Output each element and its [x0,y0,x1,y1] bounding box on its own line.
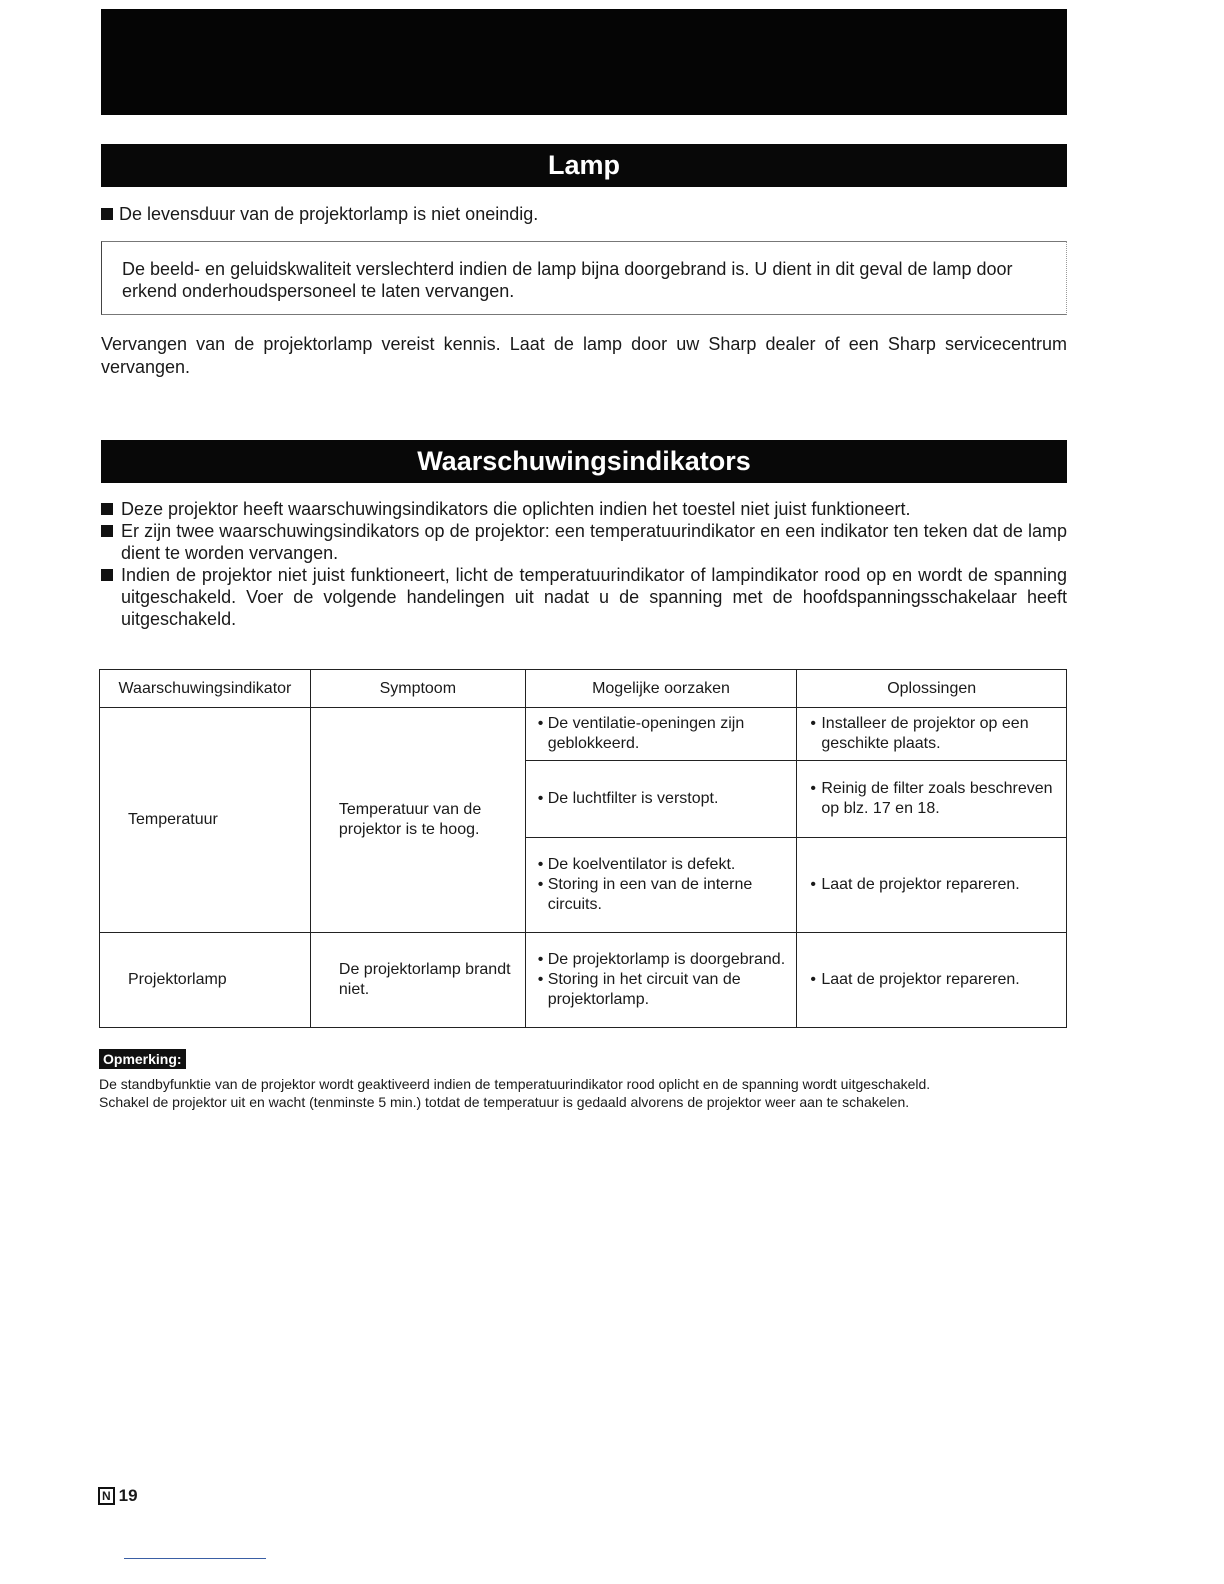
solution-cell [797,838,1067,933]
header-solutions: Oplossingen [797,670,1067,708]
cause-item: • De koelventilator is defekt. [548,855,789,875]
cause-item: • Storing in het circuit van de projektorlamp. [548,970,789,1010]
note-line: Schakel de projektor uit en wacht (tenminste 5 min.) totdat de temperatuur is gedaald alvorens de projektor weer aan te schakelen. [99,1094,910,1110]
note-line: De standbyfunktie van de projektor wordt geaktiveerd indien de temperatuurindikator rood oplicht en de spanning wordt uitgeschakeld. [99,1076,931,1092]
bullet-text: Er zijn twee waarschuwingsindikators op de projektor: een temperatuurindikator en een indikator ten teken dat de lamp dient te worden vervangen. [121,521,1067,563]
lamp-notice-text: De beeld- en geluidskwaliteit verslechterd indien de lamp bijna doorgebrand is. U dient in dit geval de lamp door erkend onderhoudspersoneel te laten vervangen. [122,259,1013,301]
lamp-bullet [101,203,538,226]
lamp-bullet-text: De levensduur van de projektorlamp is niet oneindig. [119,204,539,224]
solution-item: • Reinig de filter zoals beschreven op blz. 17 en 18. [821,779,1058,819]
cause-cell [525,708,797,761]
warnings-bullet-3 [101,564,1067,630]
indicator-temperature: Temperatuur [100,708,311,933]
language-mark: N [98,1487,115,1505]
indicator-lamp: Projektorlamp [100,933,311,1028]
header-causes: Mogelijke oorzaken [525,670,797,708]
square-bullet-icon [101,569,113,581]
solution-item: • Installeer de projektor op een geschikte plaats. [821,714,1058,754]
note-text [99,1075,1067,1111]
cause-item: • De projektorlamp is doorgebrand. [548,950,789,970]
table-row [100,708,1067,761]
table-row [100,933,1067,1028]
header-indicator: Waarschuwingsindikator [100,670,311,708]
bullet-text: Deze projektor heeft waarschuwingsindikators die oplichten indien het toestel niet juist funktioneert. [121,499,911,519]
cause-item: • De ventilatie-openingen zijn geblokkeerd. [548,714,789,754]
lamp-notice-box [101,241,1067,315]
symptom-lamp: De projektorlamp brandt niet. [310,933,525,1028]
page-footer [98,1486,138,1506]
warnings-bullet-list [101,498,1067,630]
square-bullet-icon [101,208,113,220]
lamp-section-header [101,144,1067,187]
cause-cell [525,933,797,1028]
warnings-bullet-2 [101,520,1067,564]
warnings-section-header [101,440,1067,483]
bullet-text: Indien de projektor niet juist funktioneert, licht de temperatuurindikator of lampindikator rood op en wordt de spanning uitgeschakeld. Voer de volgende handelingen uit nadat u de spanning met de hoofdspanningsschakelaar heeft uitgeschakeld. [121,565,1067,629]
warnings-title: Waarschuwingsindikators [417,446,751,476]
warnings-bullet-1 [101,498,1067,520]
page-number: 19 [118,1486,138,1505]
lamp-paragraph: Vervangen van de projektorlamp vereist kennis. Laat de lamp door uw Sharp dealer of een Sharp servicecentrum vervangen. [101,334,1067,377]
cause-cell [525,761,797,838]
table-header-row [100,670,1067,708]
warning-indicator-table [99,669,1067,1028]
solution-cell [797,761,1067,838]
square-bullet-icon [101,525,113,537]
cause-cell [525,838,797,933]
solution-item: • Laat de projektor repareren. [821,875,1058,895]
note-label: Opmerking: [99,1049,186,1069]
top-banner [101,9,1067,115]
header-symptom: Symptoom [310,670,525,708]
bottom-rule [124,1558,266,1559]
solution-item: • Laat de projektor repareren. [821,970,1058,990]
cause-item: • De luchtfilter is verstopt. [548,789,789,809]
solution-cell [797,708,1067,761]
lamp-title: Lamp [547,150,620,180]
symptom-temperature: Temperatuur van de projektor is te hoog. [310,708,525,933]
cause-item: • Storing in een van de interne circuits. [548,875,789,915]
square-bullet-icon [101,503,113,515]
solution-cell [797,933,1067,1028]
